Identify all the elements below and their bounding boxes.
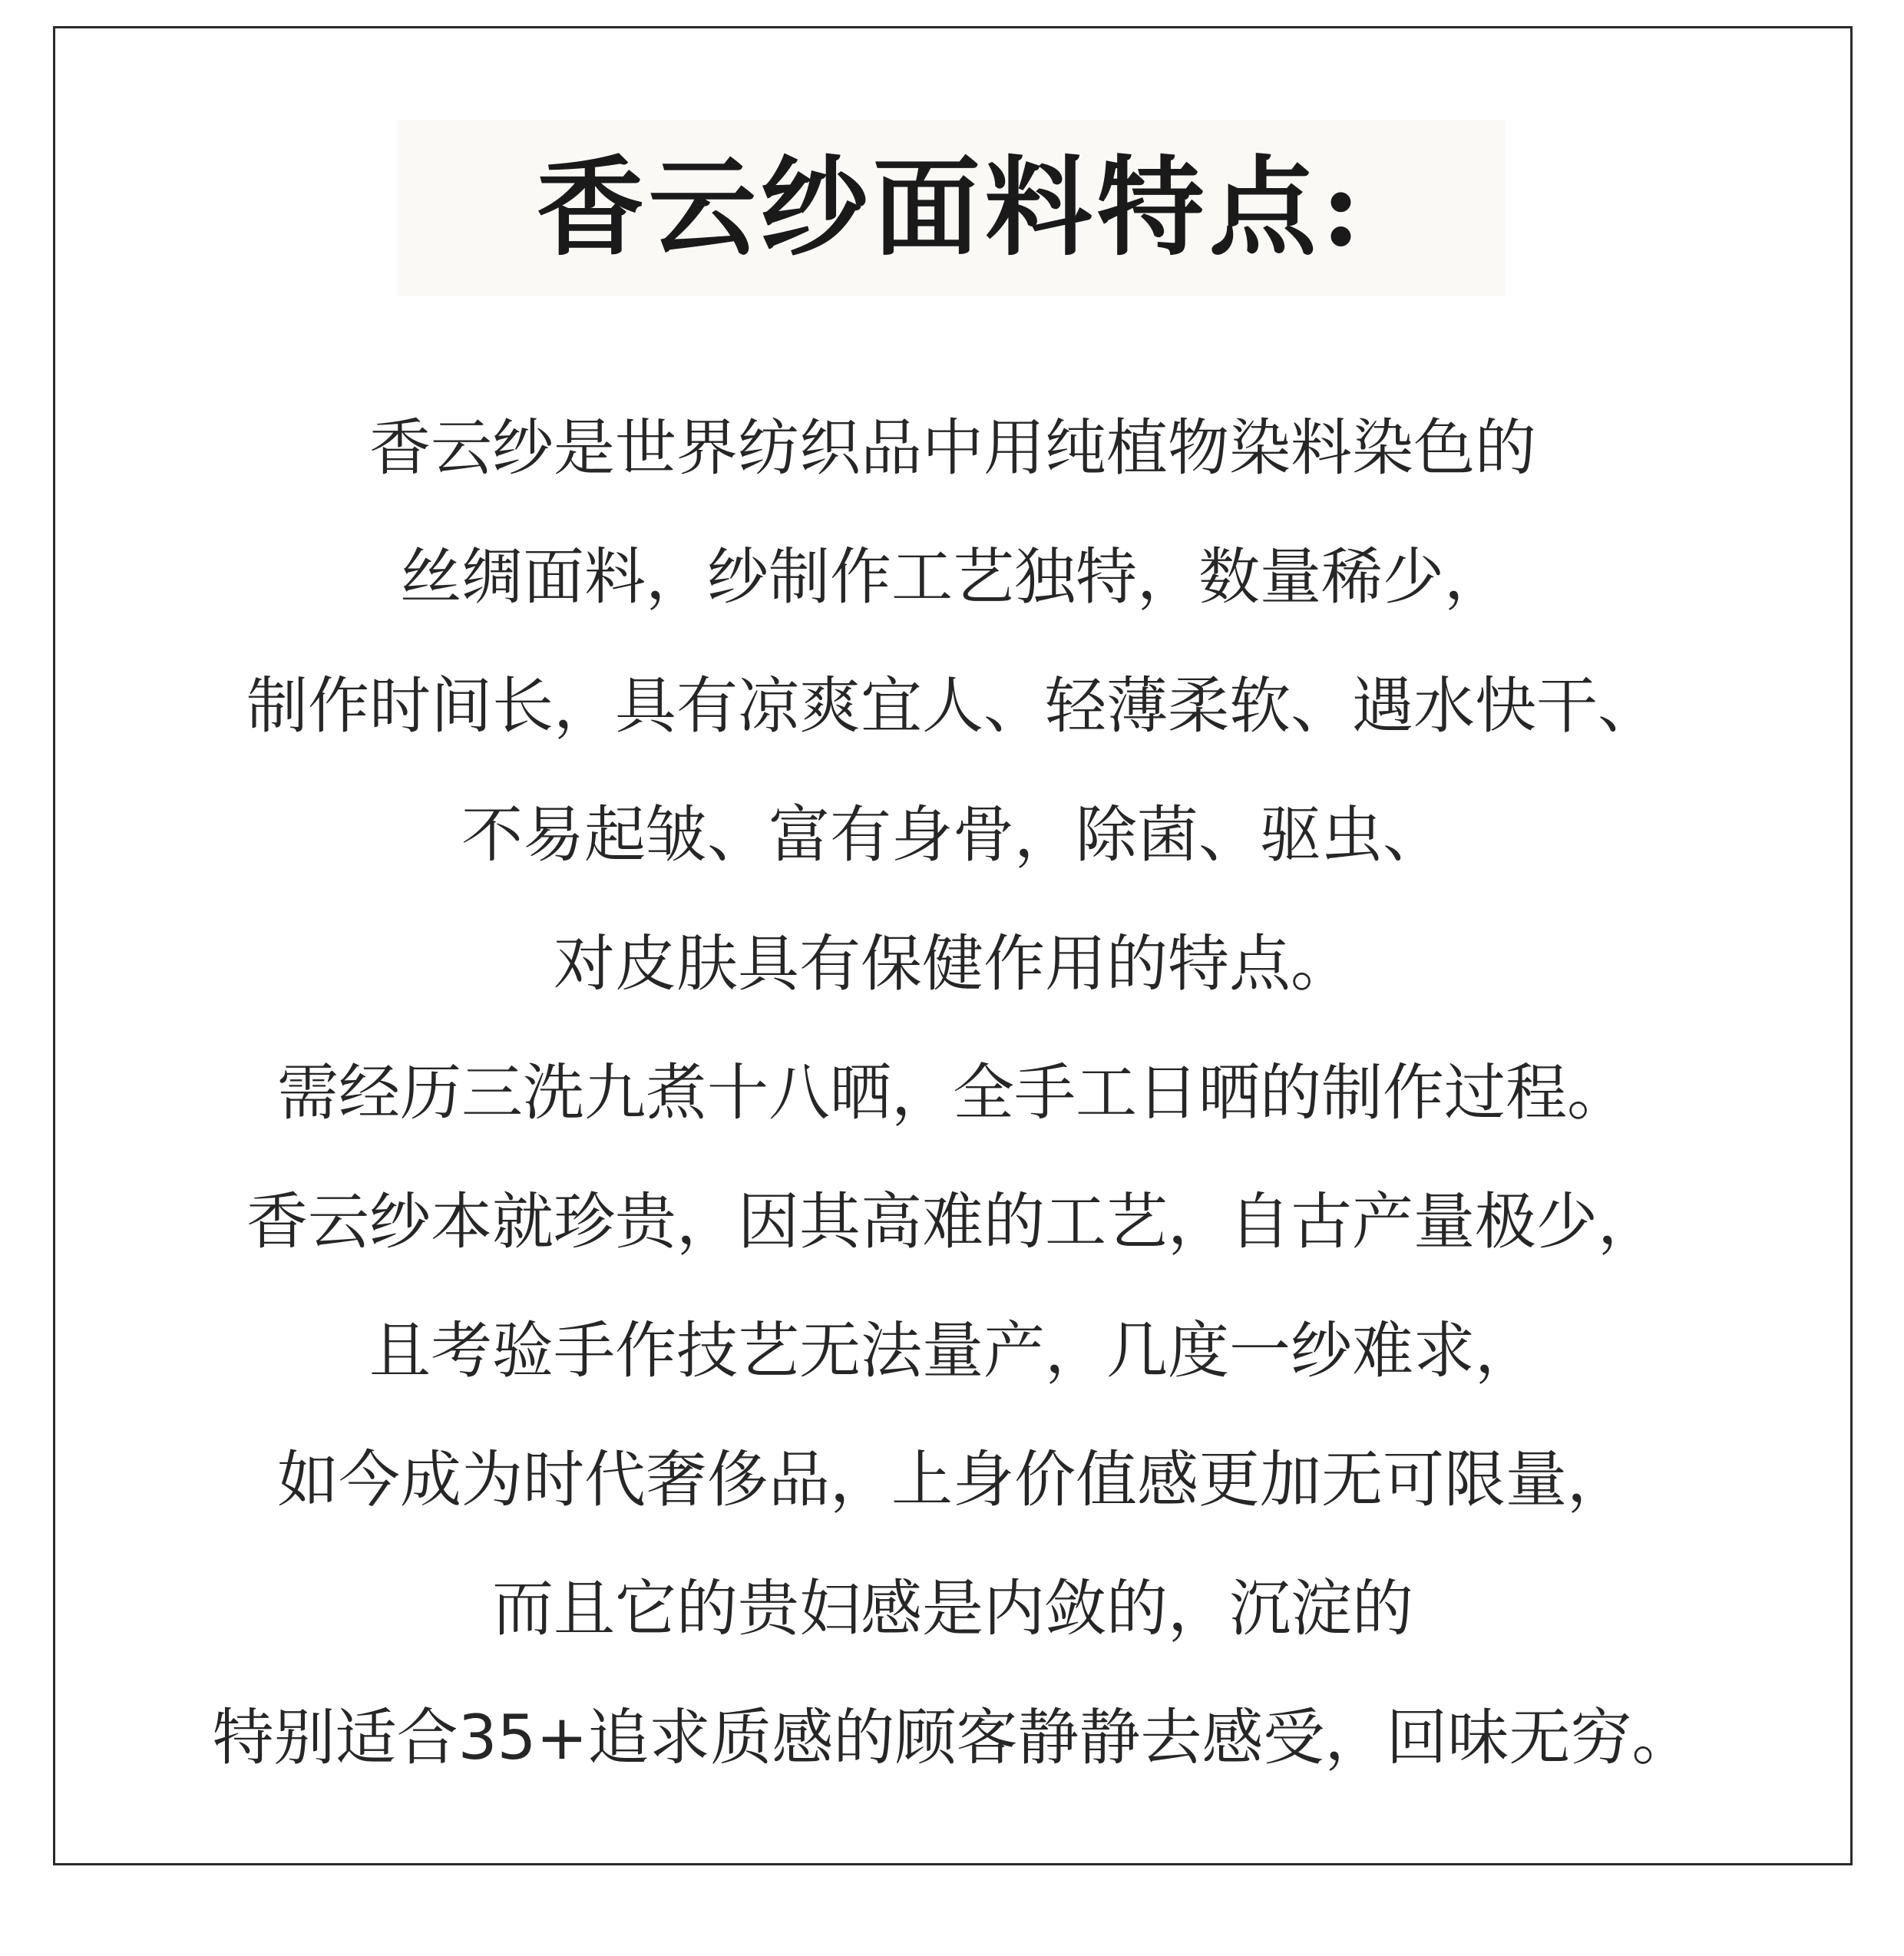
- description-line: 香云纱本就珍贵，因其高难的工艺，自古产量极少，: [246, 1186, 1659, 1257]
- title-band: [397, 120, 1505, 296]
- description-line: 需经历三洗九煮十八晒，全手工日晒的制作过程。: [277, 1057, 1628, 1128]
- description-line: 如今成为时代奢侈品，上身价值感更加无可限量，: [277, 1444, 1628, 1515]
- description-line: 特别适合35+追求质感的顾客静静去感受，回味无穷。: [212, 1702, 1694, 1773]
- description-line: 且考验手作技艺无法量产，几度一纱难求，: [369, 1315, 1536, 1386]
- description-line: 不易起皱、富有身骨，除菌、驱虫、: [461, 799, 1444, 871]
- page-title: 香云纱面料特点:: [536, 145, 1366, 271]
- description-line: 制作时间长，具有凉爽宜人、轻薄柔软、遇水快干、: [246, 670, 1659, 742]
- description-line: 而且它的贵妇感是内敛的，沉淀的: [492, 1573, 1413, 1644]
- description-line: 对皮肤具有保健作用的特点。: [554, 928, 1352, 999]
- description-line: 丝绸面料，纱制作工艺独特，数量稀少，: [400, 541, 1506, 613]
- description-line: 香云纱是世界纺织品中用纯植物染料染色的: [369, 412, 1536, 484]
- description-text: [53, 384, 1853, 1802]
